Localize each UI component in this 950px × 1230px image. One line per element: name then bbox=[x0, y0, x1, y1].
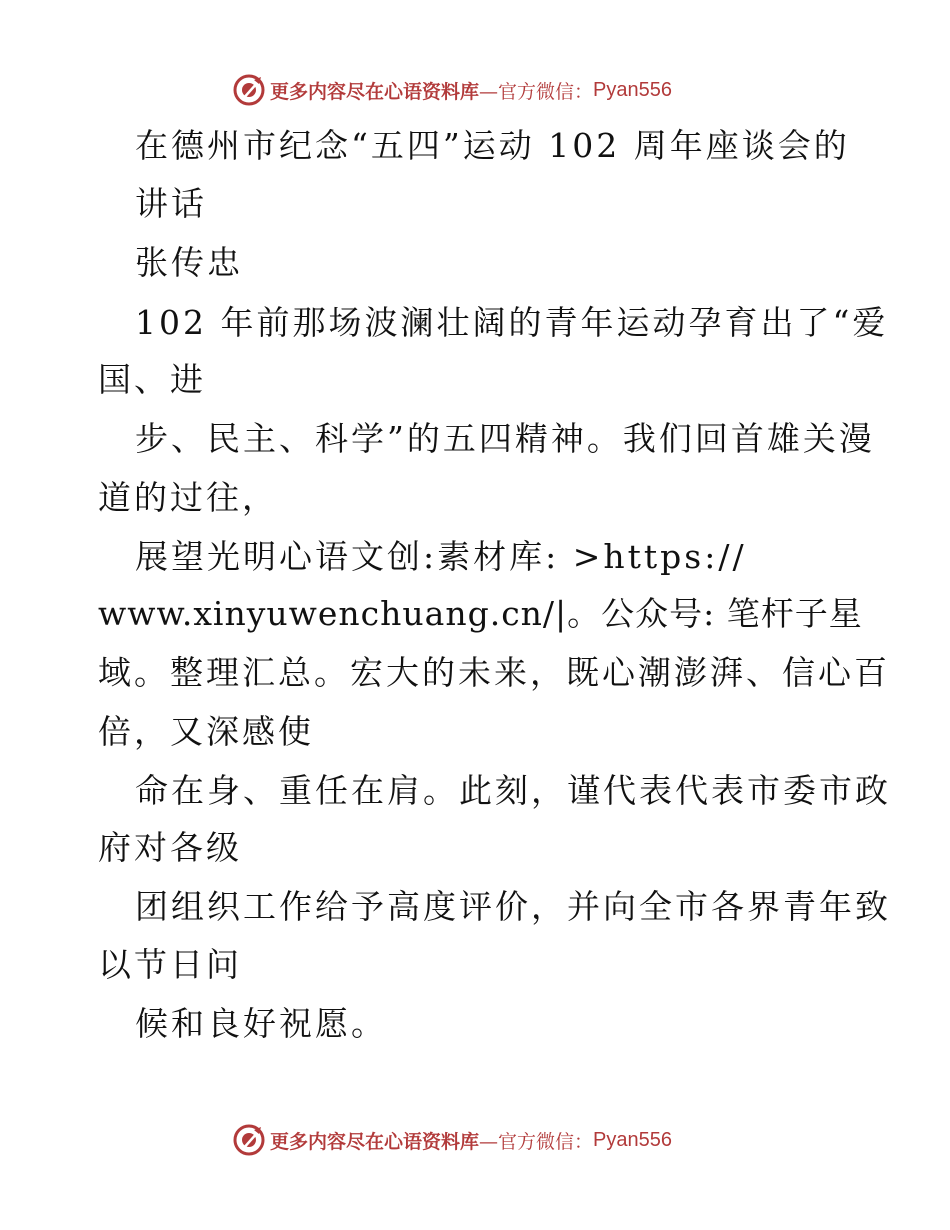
paragraph-line: 倍，又深感使 bbox=[98, 712, 314, 751]
banner-text: 更多内容尽在心语资料库 bbox=[270, 1130, 480, 1153]
paragraph-line: www.xinyuwenchuang.cn/|。公众号: 笔杆子星 bbox=[98, 594, 863, 633]
title-line-1: 在德州市纪念“五四”运动 102 周年座谈会的 bbox=[135, 126, 850, 165]
paragraph-line: 道的过往， bbox=[98, 478, 278, 517]
paragraph-line: 候和良好祝愿。 bbox=[135, 1004, 387, 1043]
banner-wechat-handle: Pyan556 bbox=[593, 78, 672, 101]
banner-wechat-label: —官方微信： bbox=[479, 80, 594, 103]
paragraph-line: 命在身、重任在肩。此刻，谨代表代表市委市政 bbox=[135, 771, 891, 810]
paragraph-line: 团组织工作给予高度评价，并向全市各界青年致 bbox=[135, 887, 891, 926]
banner-text: 更多内容尽在心语资料库 bbox=[270, 80, 480, 103]
paragraph-line: 国、进 bbox=[98, 360, 206, 399]
paragraph-line: 步、民主、科学”的五四精神。我们回首雄关漫 bbox=[135, 419, 875, 458]
paragraph-line: 域。整理汇总。宏大的未来，既心潮澎湃、信心百 bbox=[98, 653, 890, 692]
paragraph-line: 以节日问 bbox=[98, 945, 242, 984]
author-line: 张传忠 bbox=[135, 243, 243, 282]
banner-wechat-label: —官方微信： bbox=[479, 1130, 594, 1153]
seal-logo-icon bbox=[232, 1123, 266, 1157]
title-line-2: 讲话 bbox=[135, 184, 207, 223]
banner-wechat-handle: Pyan556 bbox=[593, 1128, 672, 1151]
paragraph-line: 府对各级 bbox=[98, 828, 242, 867]
paragraph-line: 102 年前那场波澜壮阔的青年运动孕育出了“爱 bbox=[135, 303, 889, 342]
paragraph-line: 展望光明心语文创:素材库: >https:// bbox=[135, 537, 747, 576]
footer-watermark-banner bbox=[232, 1122, 672, 1158]
